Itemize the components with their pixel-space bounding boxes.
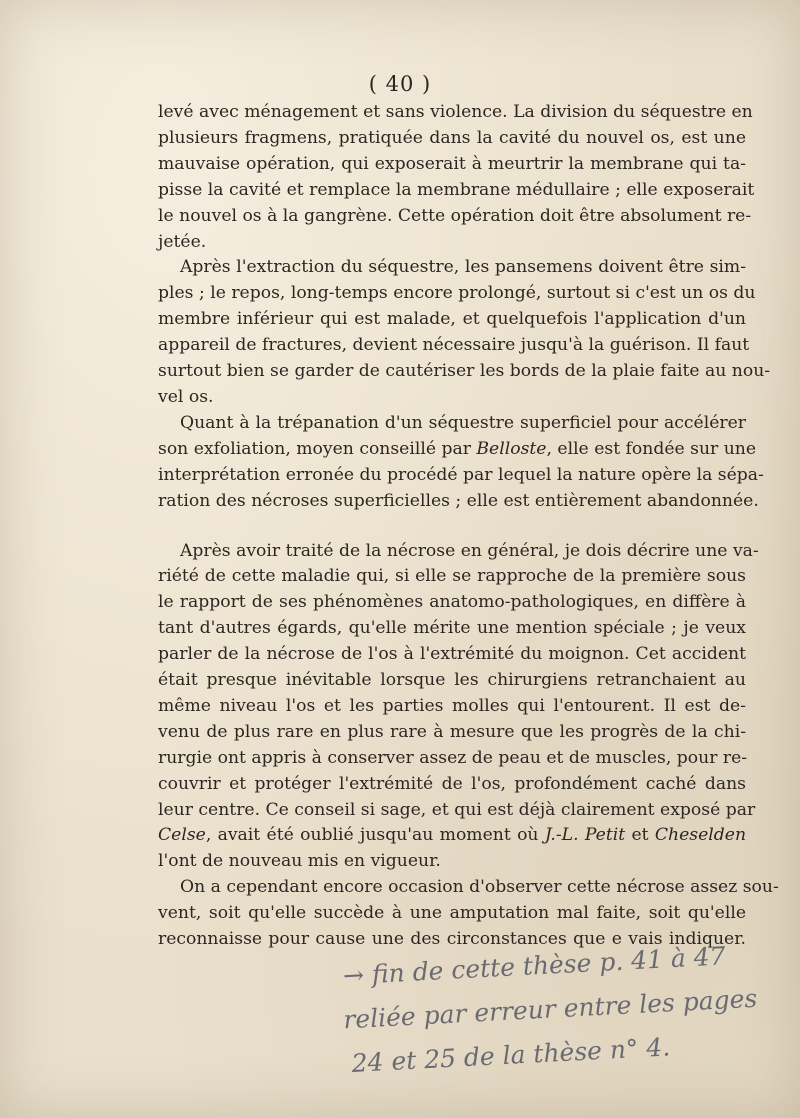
text-line: Après avoir traité de la nécrose en général, je dois décrire une va-: [180, 540, 759, 561]
text-line: plusieurs fragmens, pratiquée dans la cavité du nouvel os, est une: [158, 127, 746, 148]
author-name-petit: J.-L. Petit: [544, 825, 626, 846]
text-segment: et: [631, 825, 649, 846]
text-line: surtout bien se garder de cautériser les bords de la plaie faite au nou-: [158, 361, 771, 382]
text-line: était presque inévitable lorsque les chirurgiens retranchaient au: [158, 670, 746, 691]
text-line: même niveau l'os et les parties molles qui l'entourent. Il est de-: [158, 695, 746, 716]
text-line: rurgie ont appris à conserver assez de peau et de muscles, pour re-: [158, 747, 748, 768]
text-line: interprétation erronée du procédé par lequel la nature opère la sépa-: [158, 464, 764, 485]
page-number: ( 40 ): [368, 72, 432, 96]
text-line: leur centre. Ce conseil si sage, et qui est déjà clairement exposé par: [158, 799, 756, 820]
text-segment: , elle est fondée sur une: [546, 438, 757, 459]
text-line: riété de cette maladie qui, si elle se rapproche de la première sous: [158, 566, 746, 587]
handwritten-note: [330, 933, 756, 1087]
handwritten-line: 24 et 25 de la thèse n° 4.: [350, 1032, 671, 1078]
paragraph-4: [158, 539, 759, 876]
text-line: On a cependant encore occasion d'observer cette nécrose assez sou-: [180, 877, 779, 898]
text-line: levé avec ménagement et sans violence. La division du séquestre en: [158, 102, 753, 122]
text-line: le rapport de ses phénomènes anatomo-pathologiques, en diffère à: [158, 592, 746, 613]
paragraph-2: [158, 255, 771, 410]
text-line: membre inférieur qui est malade, et quelquefois l'application d'un: [158, 309, 746, 330]
text-line: vel os.: [158, 386, 214, 407]
text-line: mauvaise opération, qui exposerait à meurtrir la membrane qui ta-: [158, 153, 746, 174]
text-segment: son exfoliation, moyen conseillé par: [158, 438, 471, 459]
section-gap: [158, 515, 746, 539]
author-name-celse: Celse: [158, 825, 206, 846]
text-line: [158, 823, 746, 849]
text-line: Après l'extraction du séquestre, les pansemens doivent être sim-: [180, 257, 746, 278]
paragraph-3: [158, 411, 764, 515]
text-line: reconnaisse pour cause une des circonstances que e vais indiquer.: [158, 929, 746, 950]
text-line: le nouvel os à la gangrène. Cette opération doit être absolument re-: [158, 205, 752, 226]
handwritten-line: → fin de cette thèse p. 41 à 47: [342, 941, 727, 991]
text-line: appareil de fractures, devient nécessaire jusqu'à la guérison. Il faut: [158, 335, 750, 356]
author-name-belloste: Belloste: [476, 438, 547, 459]
body-text: [158, 100, 779, 953]
text-line: [158, 437, 757, 463]
text-line: venu de plus rare en plus rare à mesure que les progrès de la chi-: [158, 721, 746, 742]
text-line: l'ont de nouveau mis en vigueur.: [158, 851, 441, 872]
text-line: tant d'autres égards, qu'elle mérite une mention spéciale ; je veux: [158, 618, 746, 639]
text-line: ples ; le repos, long-temps encore prolongé, surtout si c'est un os du: [158, 283, 756, 304]
text-line: vent, soit qu'elle succède à une amputation mal faite, soit qu'elle: [158, 903, 746, 924]
text-line: ration des nécroses superficielles ; elle est entièrement abandonnée.: [158, 490, 759, 511]
author-name-cheselden: Cheselden: [654, 825, 747, 846]
text-line: parler de la nécrose de l'os à l'extrémité du moignon. Cet accident: [158, 644, 746, 665]
text-segment: , avait été oublié jusqu'au moment où: [205, 825, 539, 846]
paragraph-1: [158, 100, 755, 255]
text-line: jetée.: [158, 231, 207, 252]
text-line: pisse la cavité et remplace la membrane médullaire ; elle exposerait: [158, 179, 755, 200]
text-line: couvrir et protéger l'extrémité de l'os, profondément caché dans: [158, 773, 746, 794]
handwritten-line: reliée par erreur entre les pages: [342, 983, 758, 1035]
text-line: Quant à la trépanation d'un séquestre superficiel pour accélérer: [180, 412, 746, 433]
